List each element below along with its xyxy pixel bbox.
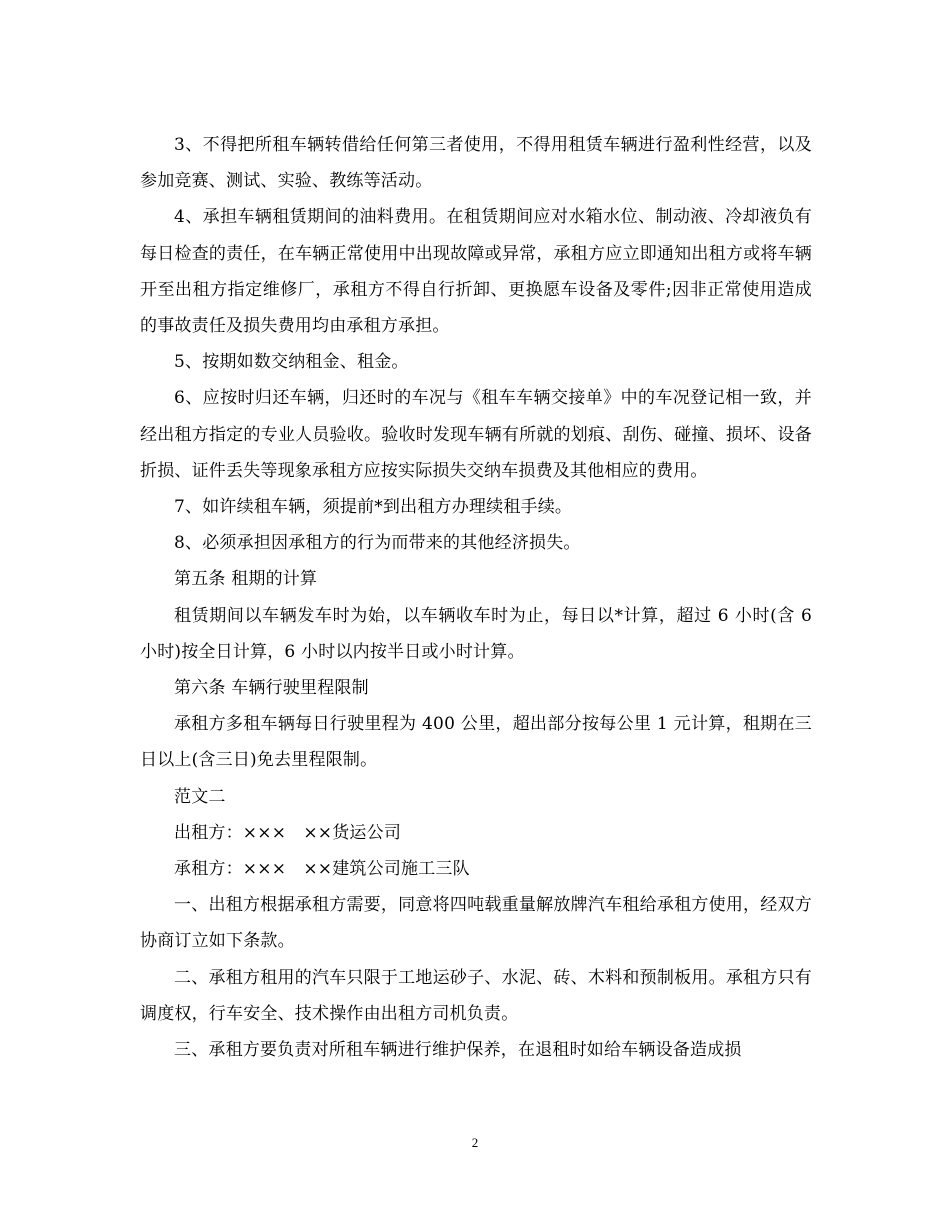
- paragraph-rental-period: 租赁期间以车辆发车时为始，以车辆收车时为止，每日以*计算，超过 6 小时(含 6 小时)按全日计算，6 小时以内按半日或小时计算。: [140, 605, 812, 662]
- page-number: 2: [471, 1135, 479, 1150]
- section-heading-article-5: 第五条 租期的计算: [174, 569, 318, 590]
- paragraph-mileage-limit: 承租方多租车辆每日行驶里程为 400 公里，超出部分按每公里 1 元计算，租期在三日以上(含三日)免去里程限制。: [140, 714, 812, 771]
- paragraph-term-2: 二、承租方租用的汽车只限于工地运砂子、水泥、砖、木料和预制板用。承租方只有调度权，行车安全、技术操作由出租方司机负责。: [140, 967, 812, 1024]
- paragraph-clause-5: 5、按期如数交纳租金、租金。: [174, 352, 409, 373]
- paragraph-lessee: 承租方：××× ××建筑公司施工三队: [174, 859, 470, 880]
- section-heading-sample-2: 范文二: [174, 786, 226, 807]
- paragraph-clause-7: 7、如许续租车辆，须提前*到出租方办理续租手续。: [174, 497, 573, 518]
- paragraph-clause-3: 3、不得把所租车辆转借给任何第三者使用，不得用租赁车辆进行盈利性经营，以及参加竞赛、测试、实验、教练等活动。: [140, 135, 812, 192]
- paragraph-clause-8: 8、必须承担因承租方的行为而带来的其他经济损失。: [174, 533, 581, 554]
- paragraph-lessor: 出租方：××× ××货运公司: [174, 822, 402, 843]
- document-body: [140, 127, 812, 1068]
- paragraph-clause-6: 6、应按时归还车辆，归还时的车况与《租车车辆交接单》中的车况登记相一致，并经出租方指定的专业人员验收。验收时发现车辆有所就的划痕、刮伤、碰撞、损坏、设备折损、证件丢失等现象承租方应按实际损失交纳车损费及其他相应的费用。: [140, 388, 812, 481]
- paragraph-clause-4: 4、承担车辆租赁期间的油料费用。在租赁期间应对水箱水位、制动液、冷却液负有每日检查的责任，在车辆正常使用中出现故障或异常，承租方应立即通知出租方或将车辆开至出租方指定维修厂，承租方不得自行折卸、更换愿车设备及零件;因非正常使用造成的事故责任及损失费用均由承租方承担。: [140, 207, 812, 337]
- paragraph-term-3: 三、承租方要负责对所租车辆进行维护保养，在退租时如给车辆设备造成损: [174, 1040, 742, 1061]
- section-heading-article-6: 第六条 车辆行驶里程限制: [174, 678, 369, 699]
- paragraph-term-1: 一、出租方根据承租方需要，同意将四吨载重量解放牌汽车租给承租方使用，经双方协商订立如下条款。: [140, 895, 812, 952]
